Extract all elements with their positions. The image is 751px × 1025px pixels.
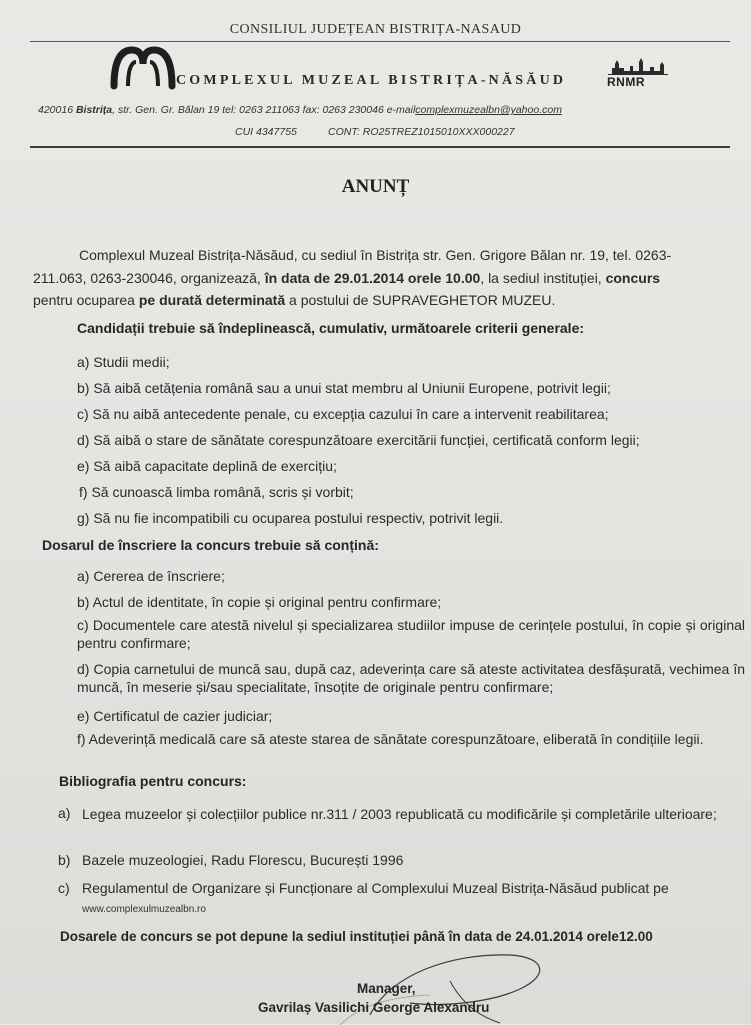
intro-text: a postului de SUPRAVEGHETOR MUZEU. (285, 292, 556, 308)
criteria-item: a) Studii medii; (77, 354, 170, 370)
dossier-item: c) Documentele care atestă nivelul și specializarea studiilor impuse de cerințele postului, în copie și original pentru confirmare; (77, 617, 745, 651)
biblio-item: Legea muzeelor și colecțiilor publice nr.311 / 2003 republicată cu modificările și completările ulterioare; (82, 806, 717, 822)
submission-deadline: Dosarele de concurs se pot depune la sediul instituției până în data de 24.01.2014 orele12.00 (60, 929, 653, 944)
criteria-item: f) Să cunoască limba română, scris și vorbit; (79, 484, 354, 500)
dossier-item: f) Adeverință medicală care să ateste starea de sănătate corespunzătoare, eliberată în condițiile legii. (77, 731, 704, 747)
criteria-item: b) Să aibă cetățenia română sau a unui stat membru al Uniunii Europene, potrivit legii; (77, 380, 611, 396)
criteria-item: g) Să nu fie incompatibili cu ocuparea postului respectiv, potrivit legii. (77, 510, 504, 526)
biblio-item: Regulamentul de Organizare și Funcționare al Complexului Muzeal Bistrița-Năsăud publicat pe (82, 880, 669, 896)
intro-line-2 (33, 268, 740, 289)
biblio-marker: b) (58, 852, 71, 868)
contract-type: pe durată determinată (138, 292, 286, 308)
exam-word: concurs (605, 270, 661, 286)
criteria-item: c) Să nu aibă antecedente penale, cu excepția cazului în care a intervenit reabilitarea; (77, 406, 609, 422)
museum-name: COMPLEXUL MUZEAL BISTRIȚA-NĂSĂUD (176, 73, 567, 88)
dossier-item: b) Actul de identitate, în copie și original pentru confirmare; (77, 594, 442, 610)
address-line (38, 104, 562, 116)
biblio-item: Bazele muzeologiei, Radu Florescu, București 1996 (82, 852, 404, 868)
dossier-item: e) Certificatul de cazier judiciar; (77, 708, 273, 724)
criteria-heading: Candidații trebuie să îndeplinească, cumulativ, următoarele criterii generale: (77, 320, 585, 336)
manager-name: Gavrilaș Vasilichi George Alexandru (258, 1000, 490, 1015)
dossier-heading: Dosarul de înscriere la concurs trebuie să conțină: (42, 537, 379, 553)
rnmr-label: RNMR (607, 75, 645, 89)
biblio-marker: c) (58, 880, 70, 896)
page-title: ANUNȚ (341, 176, 410, 197)
biblio-marker: a) (58, 805, 71, 821)
dossier-item: d) Copia carnetului de muncă sau, după caz, adeverința care să ateste activitatea desfășurată, vechimea în muncă, în meserie și/sau specialitate, însoțite de originale pentru confirmare; (77, 661, 745, 695)
address-city: Bistrița (75, 104, 113, 116)
dossier-item: a) Cererea de înscriere; (77, 568, 225, 584)
intro-line-1: Complexul Muzeal Bistrița-Năsăud, cu sediul în Bistrița str. Gen. Grigore Bălan nr. 19, tel. 0263- (79, 247, 672, 263)
intro-line-3 (33, 290, 555, 311)
intro-text: 211.063, 0263-230046, organizează, (33, 270, 265, 286)
manager-title: Manager, (357, 981, 416, 996)
intro-text: pentru ocuparea (33, 292, 139, 308)
bibliography-heading: Bibliografia pentru concurs: (59, 773, 247, 789)
intro-text: , la sediul instituției, (480, 270, 606, 286)
exam-date: în data de 29.01.2014 orele 10.00 (264, 270, 481, 286)
address-rest: , str. Gen. Gr. Bălan 19 tel: 0263 211063 fax: 0263 230046 e-mail (112, 104, 416, 116)
council-header: CONSILIUL JUDEȚEAN BISTRIȚA-NASAUD (229, 22, 522, 37)
letterhead-divider (30, 146, 730, 148)
bank-account: CONT: RO25TREZ1015010XXX000227 (328, 126, 515, 138)
criteria-item: d) Să aibă o stare de sănătate corespunzătoare exercitării funcției, certificată conform legii; (77, 432, 640, 448)
website-link[interactable]: www.complexulmuzealbn.ro (82, 904, 206, 915)
criteria-item: e) Să aibă capacitate deplină de exercițiu; (77, 458, 337, 474)
address-prefix: 420016 (38, 104, 76, 116)
header-divider (30, 41, 730, 42)
museum-logo (110, 46, 176, 92)
cui-number: CUI 4347755 (235, 126, 297, 138)
email-link[interactable]: complexmuzealbn@yahoo.com (415, 104, 562, 116)
